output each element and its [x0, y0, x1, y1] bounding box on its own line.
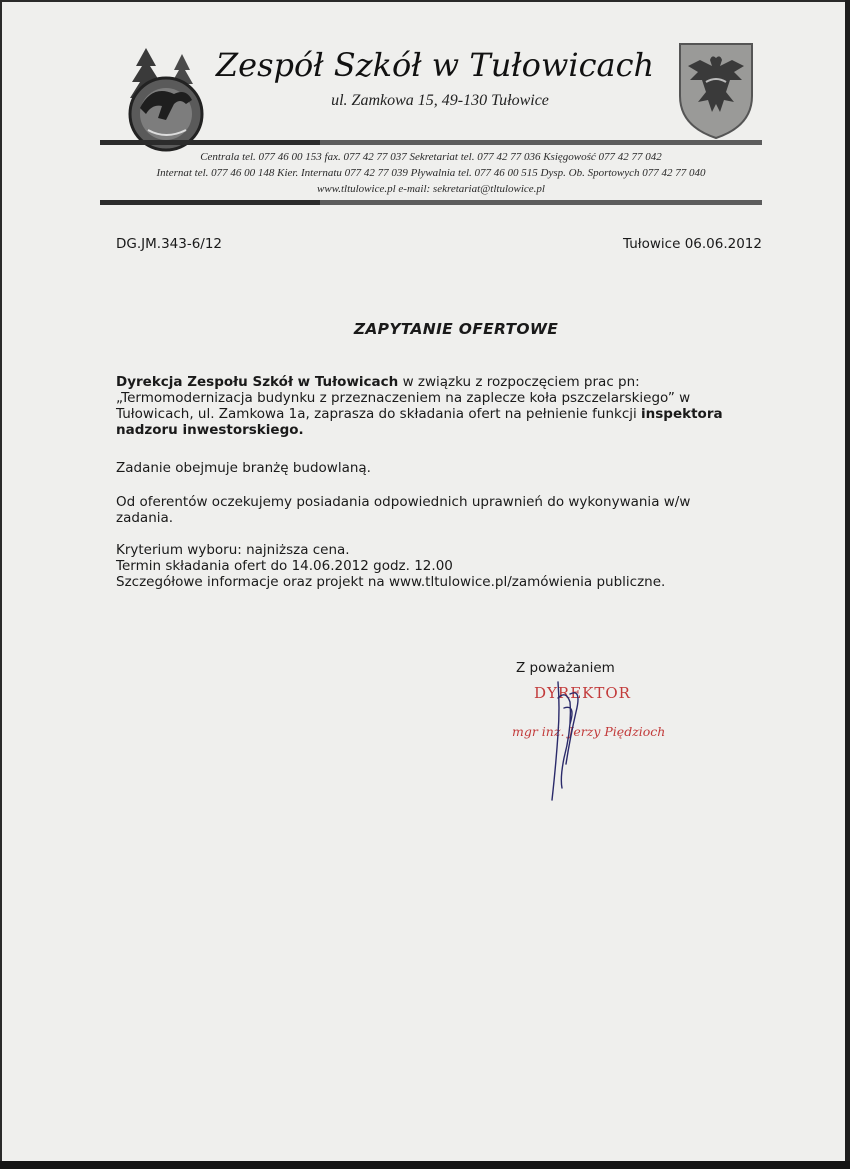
- contact-line: Centrala tel. 077 46 00 153 fax. 077 42 77 037 Sekretariat tel. 077 42 77 036 Księgowość 077 42 77 042: [200, 151, 662, 163]
- paragraph-requirements: [116, 494, 776, 526]
- text-bold: Dyrekcja Zespołu Szkół w Tułowicach: [116, 374, 399, 390]
- text: Kryterium wyboru: najniższa cena.: [116, 542, 350, 558]
- contact-line: Internat tel. 077 46 00 148 Kier. Internatu 077 42 77 039 Pływalnia tel. 077 46 00 515 Dysp. Ob. Sportowych 077 42 77 040: [156, 167, 706, 179]
- coat-of-arms-icon: [676, 40, 756, 140]
- text-bold: inspektora: [641, 406, 723, 422]
- text: w związku z rozpoczęciem prac pn:: [398, 374, 640, 390]
- page-edge: [845, 0, 850, 1169]
- closing-regards: Z poważaniem: [516, 660, 615, 676]
- stamp-title: DYREKTOR: [534, 684, 631, 702]
- paragraph-intro: [116, 374, 776, 438]
- signature-icon: [530, 668, 620, 808]
- document-title: ZAPYTANIE OFERTOWE: [353, 320, 559, 338]
- place-date: Tułowice 06.06.2012: [623, 236, 762, 252]
- school-emblem-icon: [116, 44, 212, 154]
- stamp-name: mgr inż. Jerzy Piędzioch: [512, 724, 666, 739]
- text: zadania.: [116, 510, 174, 526]
- header-rule-top: [100, 140, 762, 145]
- text-bold: nadzoru inwestorskiego.: [116, 422, 304, 438]
- text: „Termomodernizacja budynku z przeznaczeniem na zaplecze koła pszczelarskiego” w: [116, 390, 691, 406]
- school-address: ul. Zamkowa 15, 49-130 Tułowice: [331, 92, 549, 109]
- text: Szczegółowe informacje oraz projekt na www.tltulowice.pl/zamówienia publiczne.: [116, 574, 666, 590]
- text: Zadanie obejmuje branżę budowlaną.: [116, 460, 371, 476]
- page-edge: [0, 1161, 850, 1169]
- school-name: Zespół Szkół w Tułowicach: [215, 46, 655, 84]
- header-rule-bottom: [100, 200, 762, 205]
- paragraph-details: [116, 542, 776, 590]
- text: Termin składania ofert do 14.06.2012 godz. 12.00: [116, 558, 453, 574]
- text: Od oferentów oczekujemy posiadania odpowiednich uprawnień do wykonywania w/w: [116, 494, 691, 510]
- contact-line: www.tltulowice.pl e-mail: sekretariat@tltulowice.pl: [317, 183, 545, 195]
- paragraph-scope: [116, 460, 776, 476]
- text: Tułowicach, ul. Zamkowa 1a, zaprasza do składania ofert na pełnienie funkcji: [116, 406, 642, 422]
- reference-number: DG.JM.343-6/12: [116, 236, 223, 252]
